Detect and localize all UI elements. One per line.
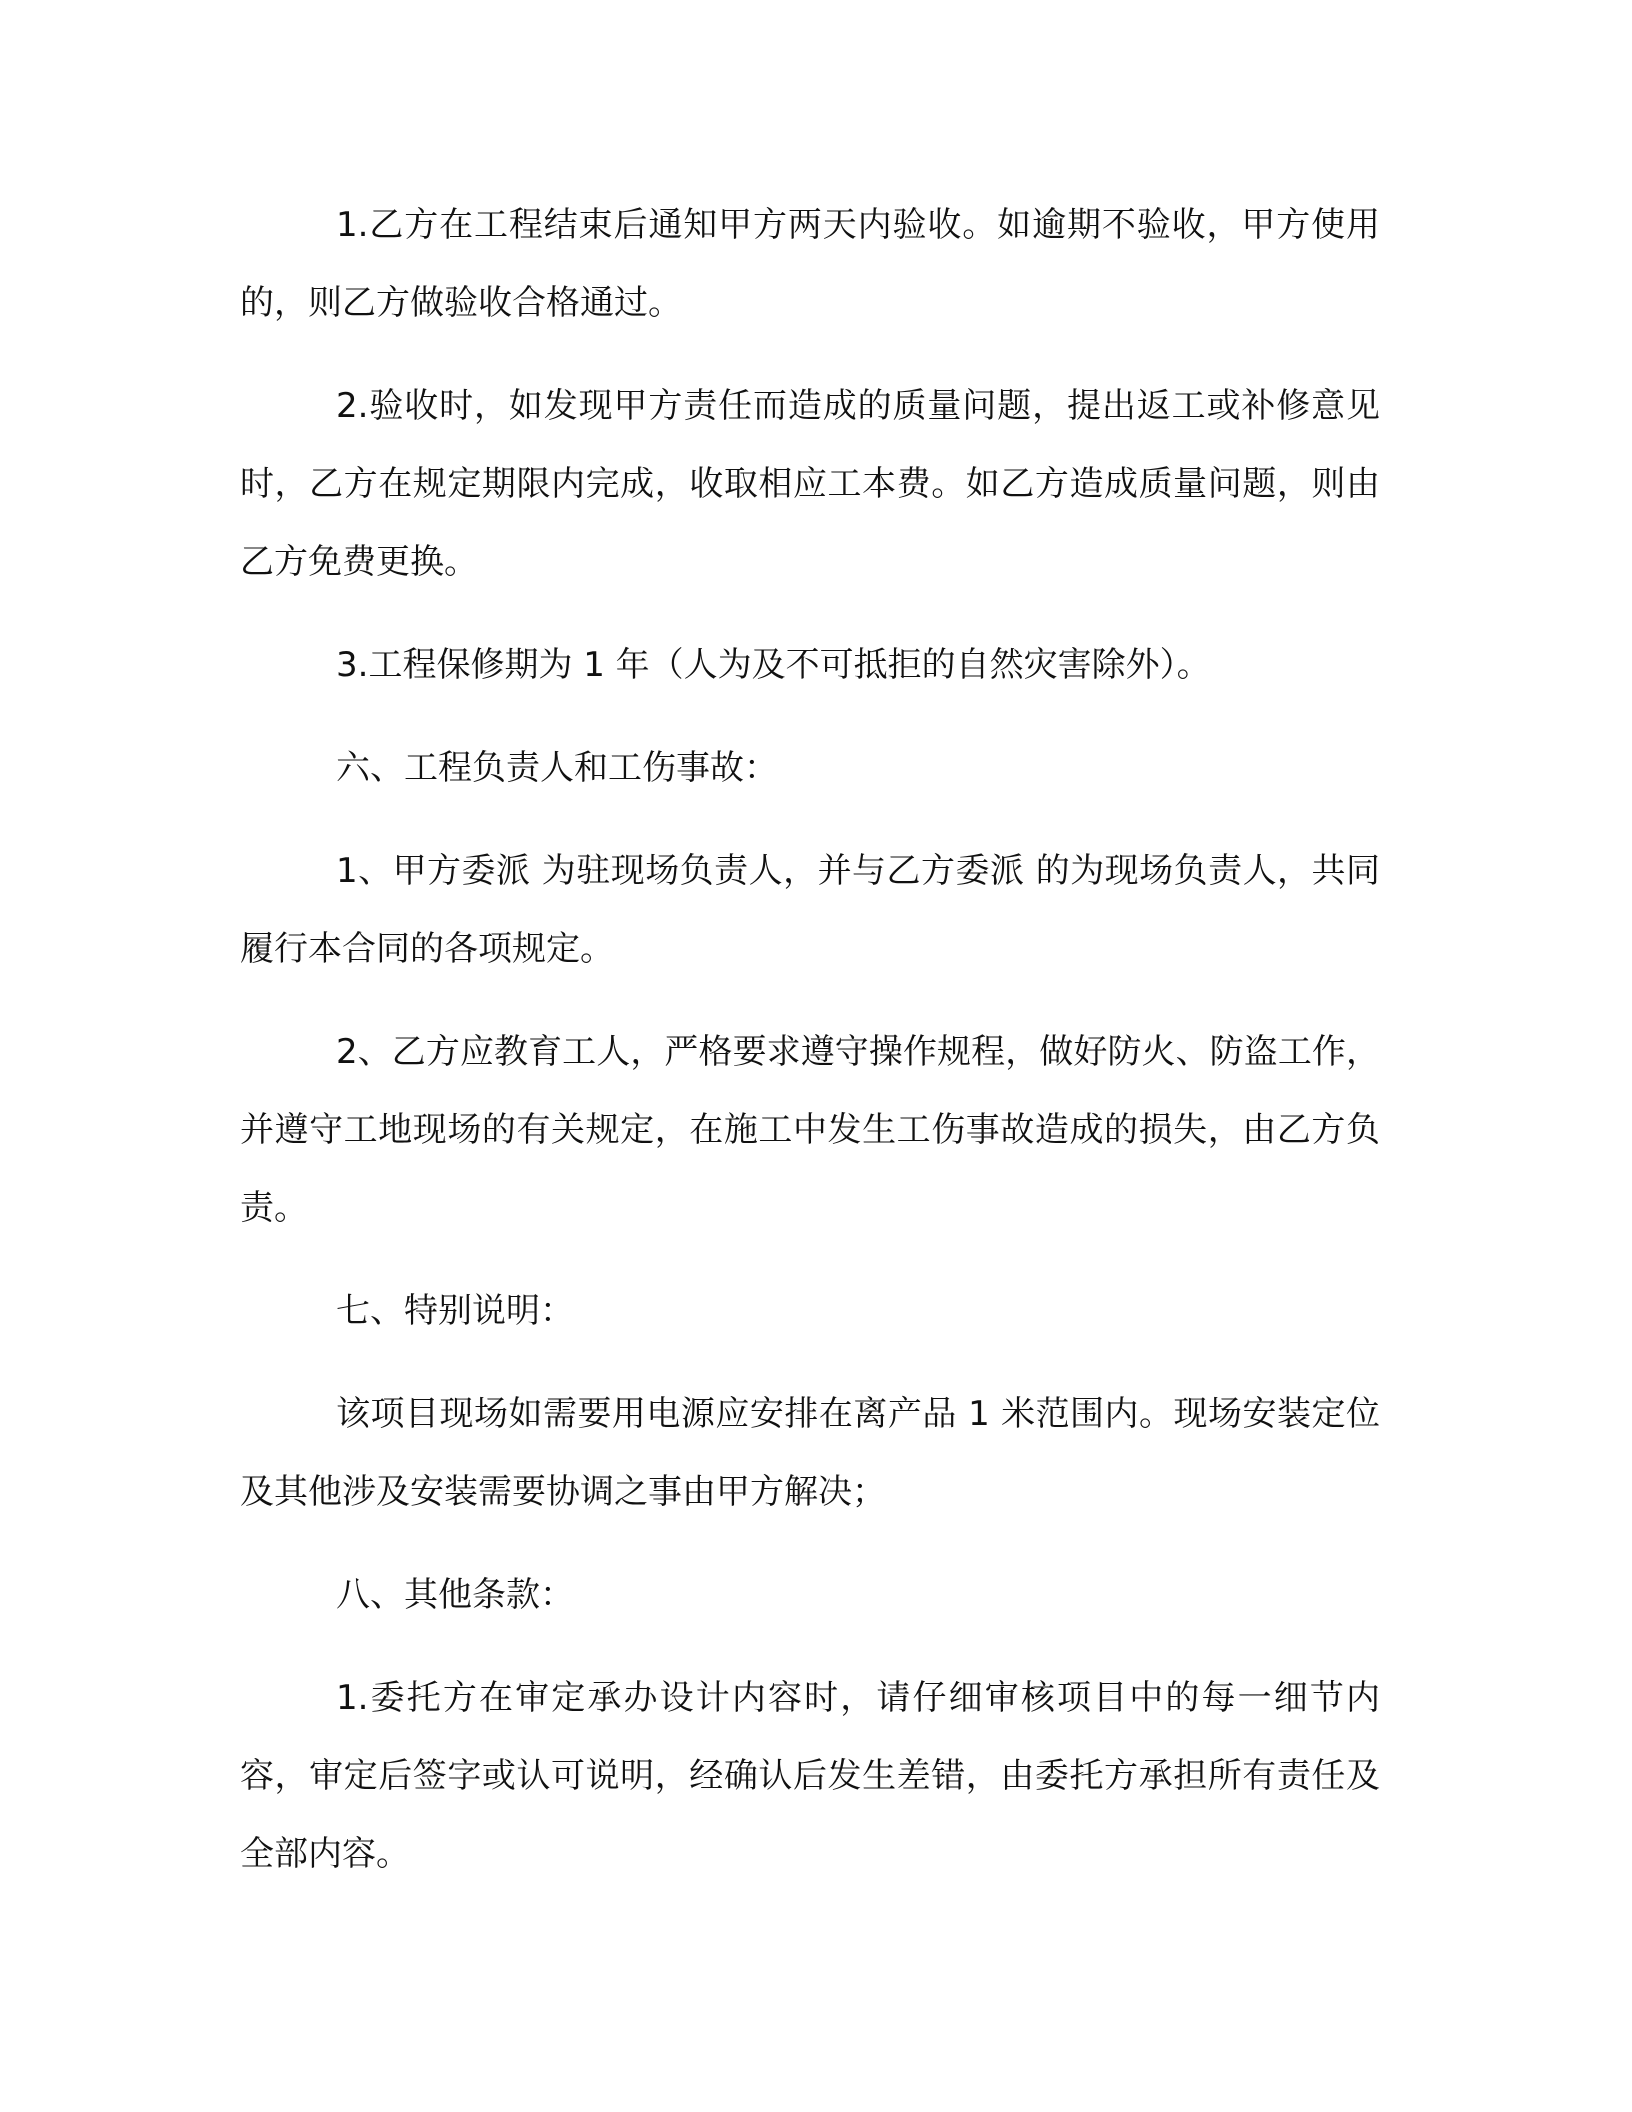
paragraph-warranty: 3.工程保修期为 1 年（人为及不可抵拒的自然灾害除外）。 <box>336 645 1211 685</box>
paragraph-power-supply: 该项目现场如需要用电源应安排在离产品 1 米范围内。现场安装定位及其他涉及安装需要协调之事由甲方解决； <box>240 1394 1380 1512</box>
section-heading-responsible-person: 六、工程负责人和工伤事故： <box>336 748 778 788</box>
section-heading-special-notes: 七、特别说明： <box>336 1291 574 1331</box>
paragraph-acceptance-notice: 1.乙方在工程结束后通知甲方两天内验收。如逾期不验收，甲方使用的，则乙方做验收合格通过。 <box>240 205 1380 323</box>
section-heading-other-terms: 八、其他条款： <box>336 1575 574 1615</box>
document-body <box>240 186 1380 1918</box>
paragraph-acceptance-quality: 2.验收时，如发现甲方责任而造成的质量问题，提出返工或补修意见时，乙方在规定期限内完成，收取相应工本费。如乙方造成质量问题，则由乙方免费更换。 <box>240 386 1380 582</box>
paragraph-design-review: 1.委托方在审定承办设计内容时，请仔细审核项目中的每一细节内容，审定后签字或认可说明，经确认后发生差错，由委托方承担所有责任及全部内容。 <box>240 1678 1380 1874</box>
paragraph-site-representatives: 1、甲方委派 为驻现场负责人，并与乙方委派 的为现场负责人，共同履行本合同的各项规定。 <box>240 851 1380 969</box>
paragraph-worker-safety: 2、乙方应教育工人，严格要求遵守操作规程，做好防火、防盗工作，并遵守工地现场的有关规定，在施工中发生工伤事故造成的损失，由乙方负责。 <box>240 1032 1380 1228</box>
